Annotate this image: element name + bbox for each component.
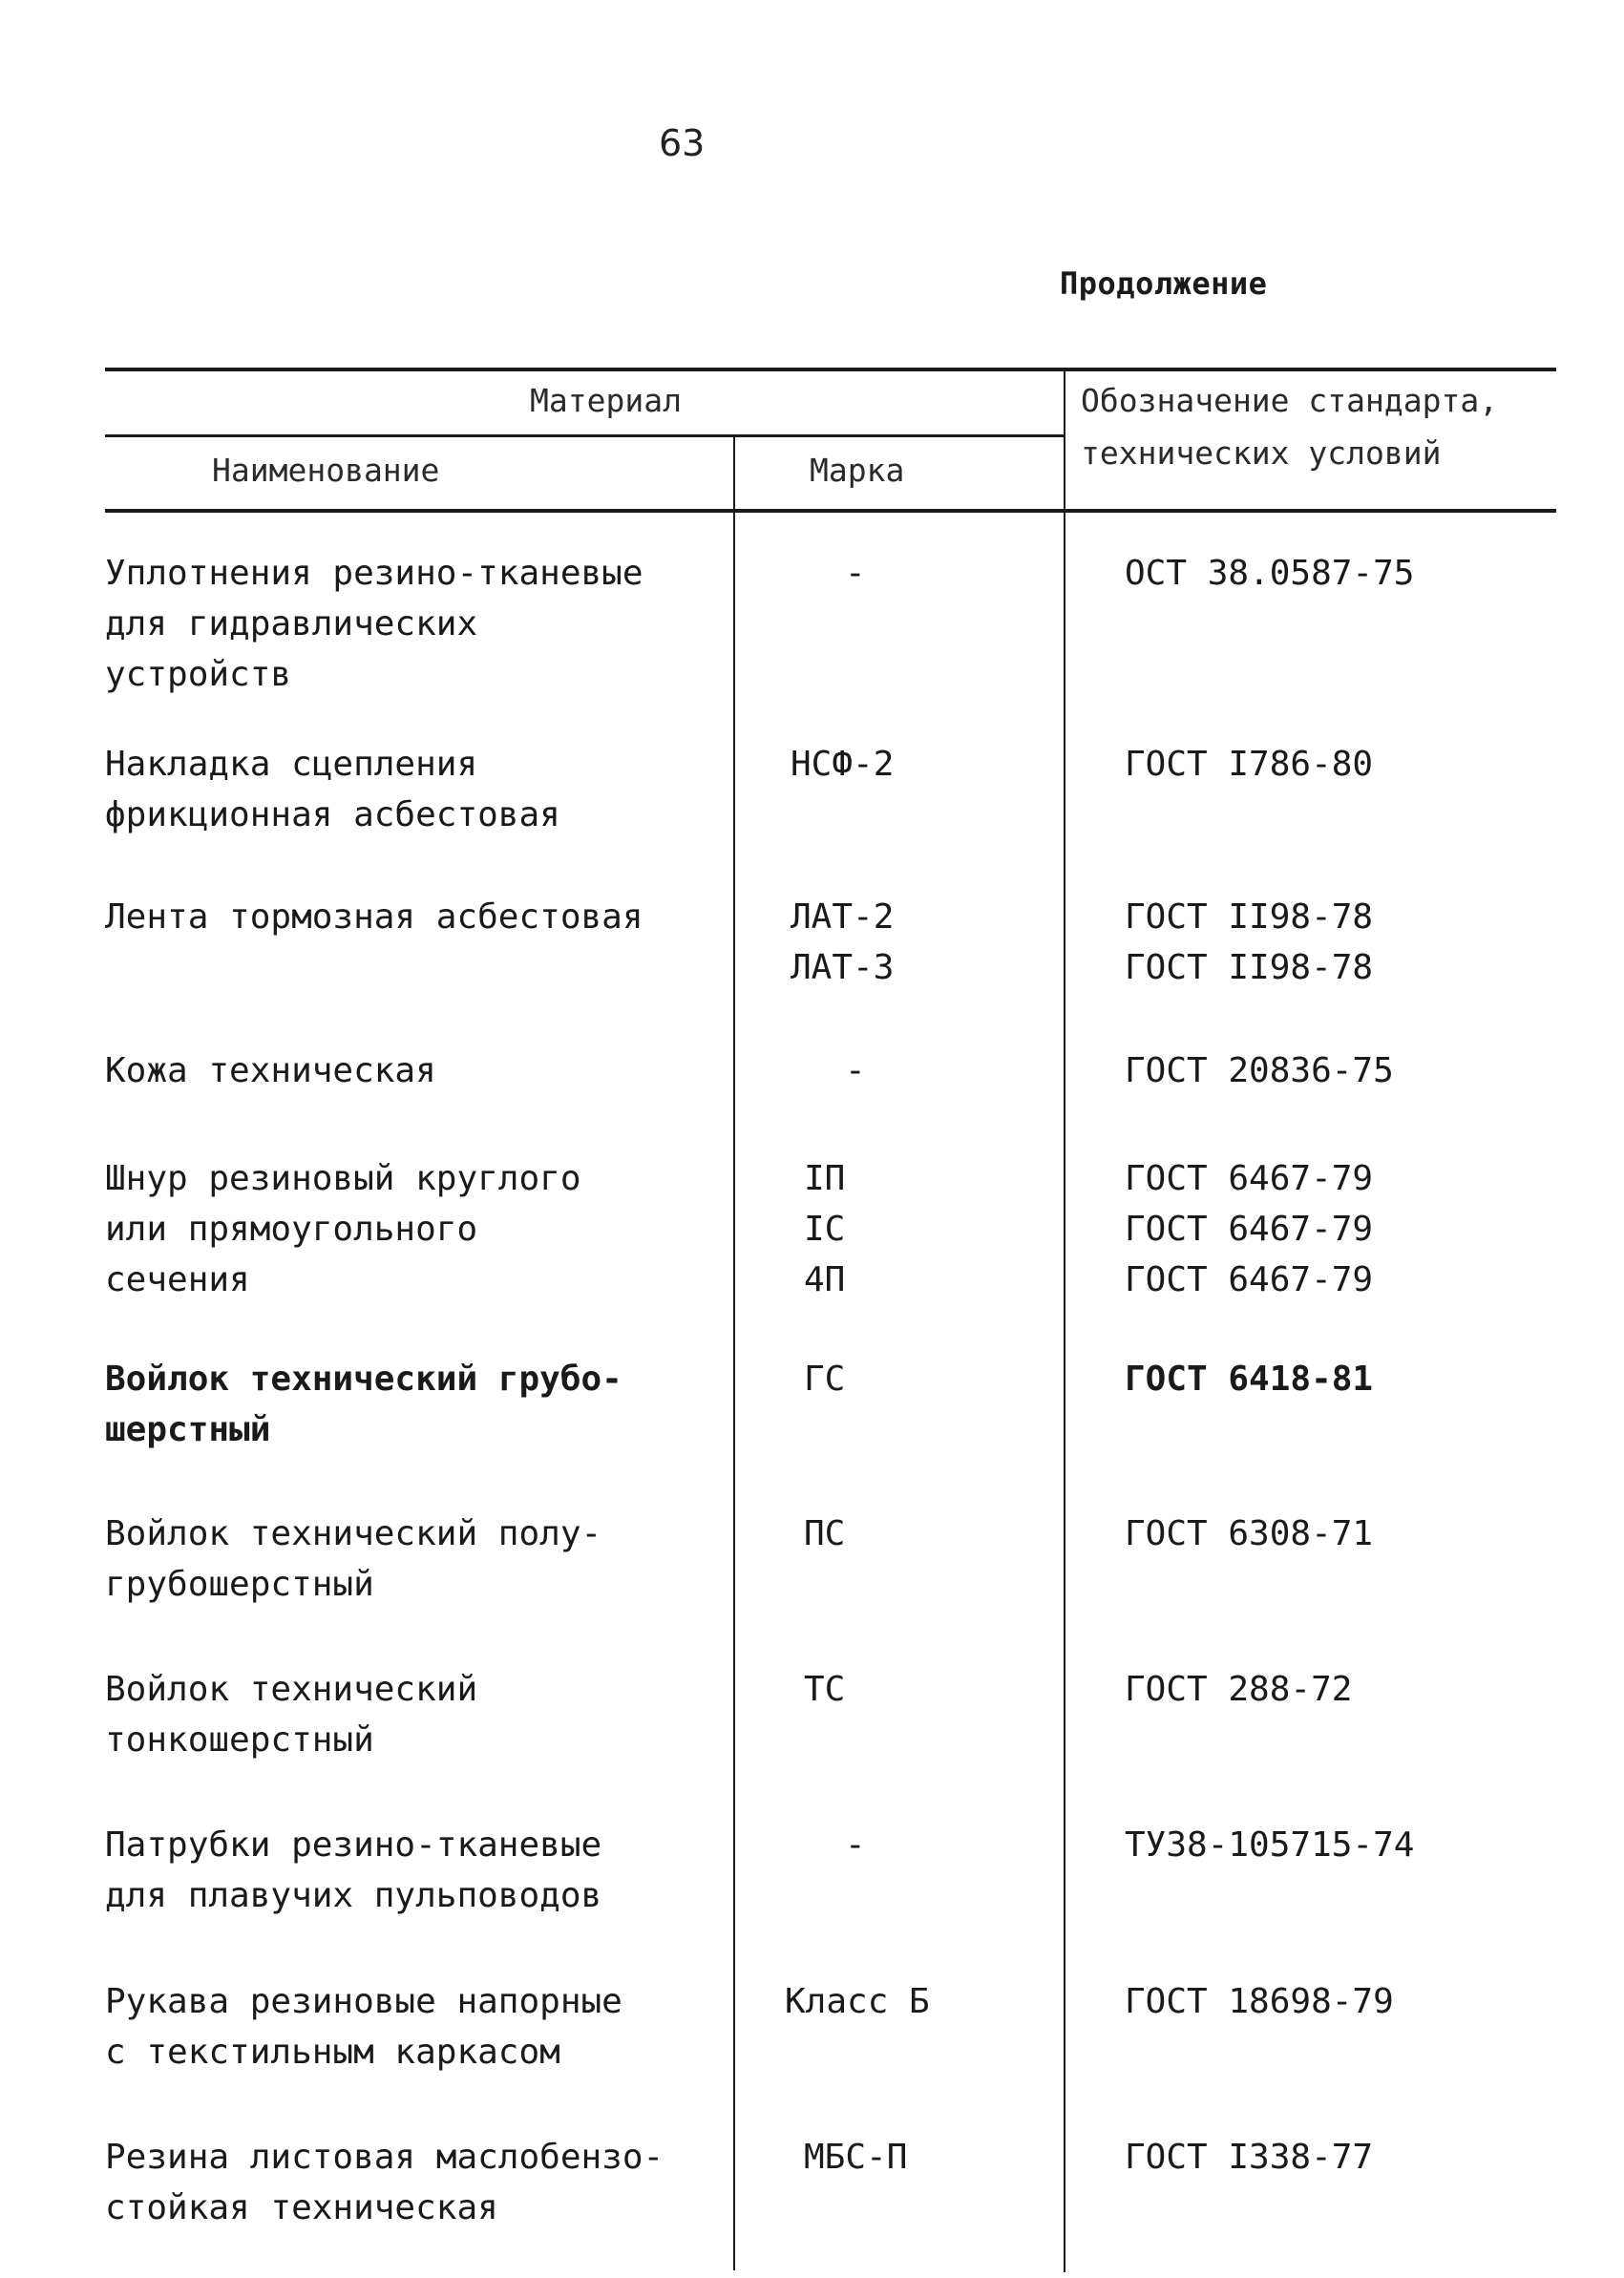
material-mark: ЛАТ-2 ЛАТ-3 xyxy=(791,897,895,987)
material-standard: ГОСТ 6418-81 xyxy=(1125,1360,1374,1399)
header-mid-rule xyxy=(105,434,1065,437)
material-standard: ГОСТ 18698-79 xyxy=(1125,1982,1394,2021)
material-name: Патрубки резино-тканевые для плавучих пульповодов xyxy=(105,1825,602,1915)
material-name: Резина листовая маслобензо- стойкая техническая xyxy=(105,2138,664,2227)
material-mark: МБС-П xyxy=(804,2138,908,2177)
material-standard: ГОСТ 6308-71 xyxy=(1125,1514,1374,1553)
material-standard: ГОСТ I786-80 xyxy=(1125,745,1374,784)
material-mark: - xyxy=(845,1825,866,1865)
material-mark: - xyxy=(845,1051,866,1090)
material-standard: ТУ38-105715-74 xyxy=(1125,1825,1415,1865)
table-top-rule xyxy=(105,368,1556,371)
material-standard: ГОСТ II98-78 ГОСТ II98-78 xyxy=(1125,897,1374,987)
material-standard: ГОСТ 288-72 xyxy=(1125,1670,1353,1709)
material-mark: - xyxy=(845,554,866,593)
material-name: Шнур резиновый круглого или прямоугольного сечения xyxy=(105,1159,581,1299)
material-name: Кожа техническая xyxy=(105,1051,436,1090)
column-divider-mark-standard xyxy=(1064,368,1065,2272)
header-name: Наименование xyxy=(212,452,440,489)
header-bottom-rule xyxy=(105,509,1556,513)
material-name: Войлок технический тонкошерстный xyxy=(105,1670,478,1760)
material-standard: ГОСТ 6467-79 ГОСТ 6467-79 ГОСТ 6467-79 xyxy=(1125,1159,1374,1299)
material-mark: ТС xyxy=(804,1670,846,1709)
material-mark: Класс Б xyxy=(785,1982,930,2021)
material-mark: IП IС 4П xyxy=(804,1159,846,1299)
header-standard-line1: Обозначение стандарта, xyxy=(1081,382,1499,419)
header-mark: Марка xyxy=(810,452,905,489)
material-name: Войлок технический полу- грубошерстный xyxy=(105,1514,602,1604)
page-number: 63 xyxy=(659,122,706,164)
material-name: Лента тормозная асбестовая xyxy=(105,897,643,937)
material-standard: ГОСТ I338-77 xyxy=(1125,2138,1374,2177)
header-standard-line2: технических условий xyxy=(1081,434,1442,472)
material-mark: НСФ-2 xyxy=(791,745,895,784)
material-standard: ГОСТ 20836-75 xyxy=(1125,1051,1394,1090)
continuation-label: Продолжение xyxy=(1060,265,1268,302)
material-mark: ГС xyxy=(804,1360,846,1399)
material-name: Рукава резиновые напорные с текстильным каркасом xyxy=(105,1982,622,2072)
material-name: Уплотнения резино-тканевые для гидравлических устройств xyxy=(105,554,643,694)
column-divider-name-mark xyxy=(733,437,735,2270)
header-material: Материал xyxy=(530,382,682,419)
material-mark: ПС xyxy=(804,1514,846,1553)
material-name: Накладка сцепления фрикционная асбестовая xyxy=(105,745,560,834)
material-name: Войлок технический грубо- шерстный xyxy=(105,1360,622,1449)
material-standard: ОСТ 38.0587-75 xyxy=(1125,554,1415,593)
